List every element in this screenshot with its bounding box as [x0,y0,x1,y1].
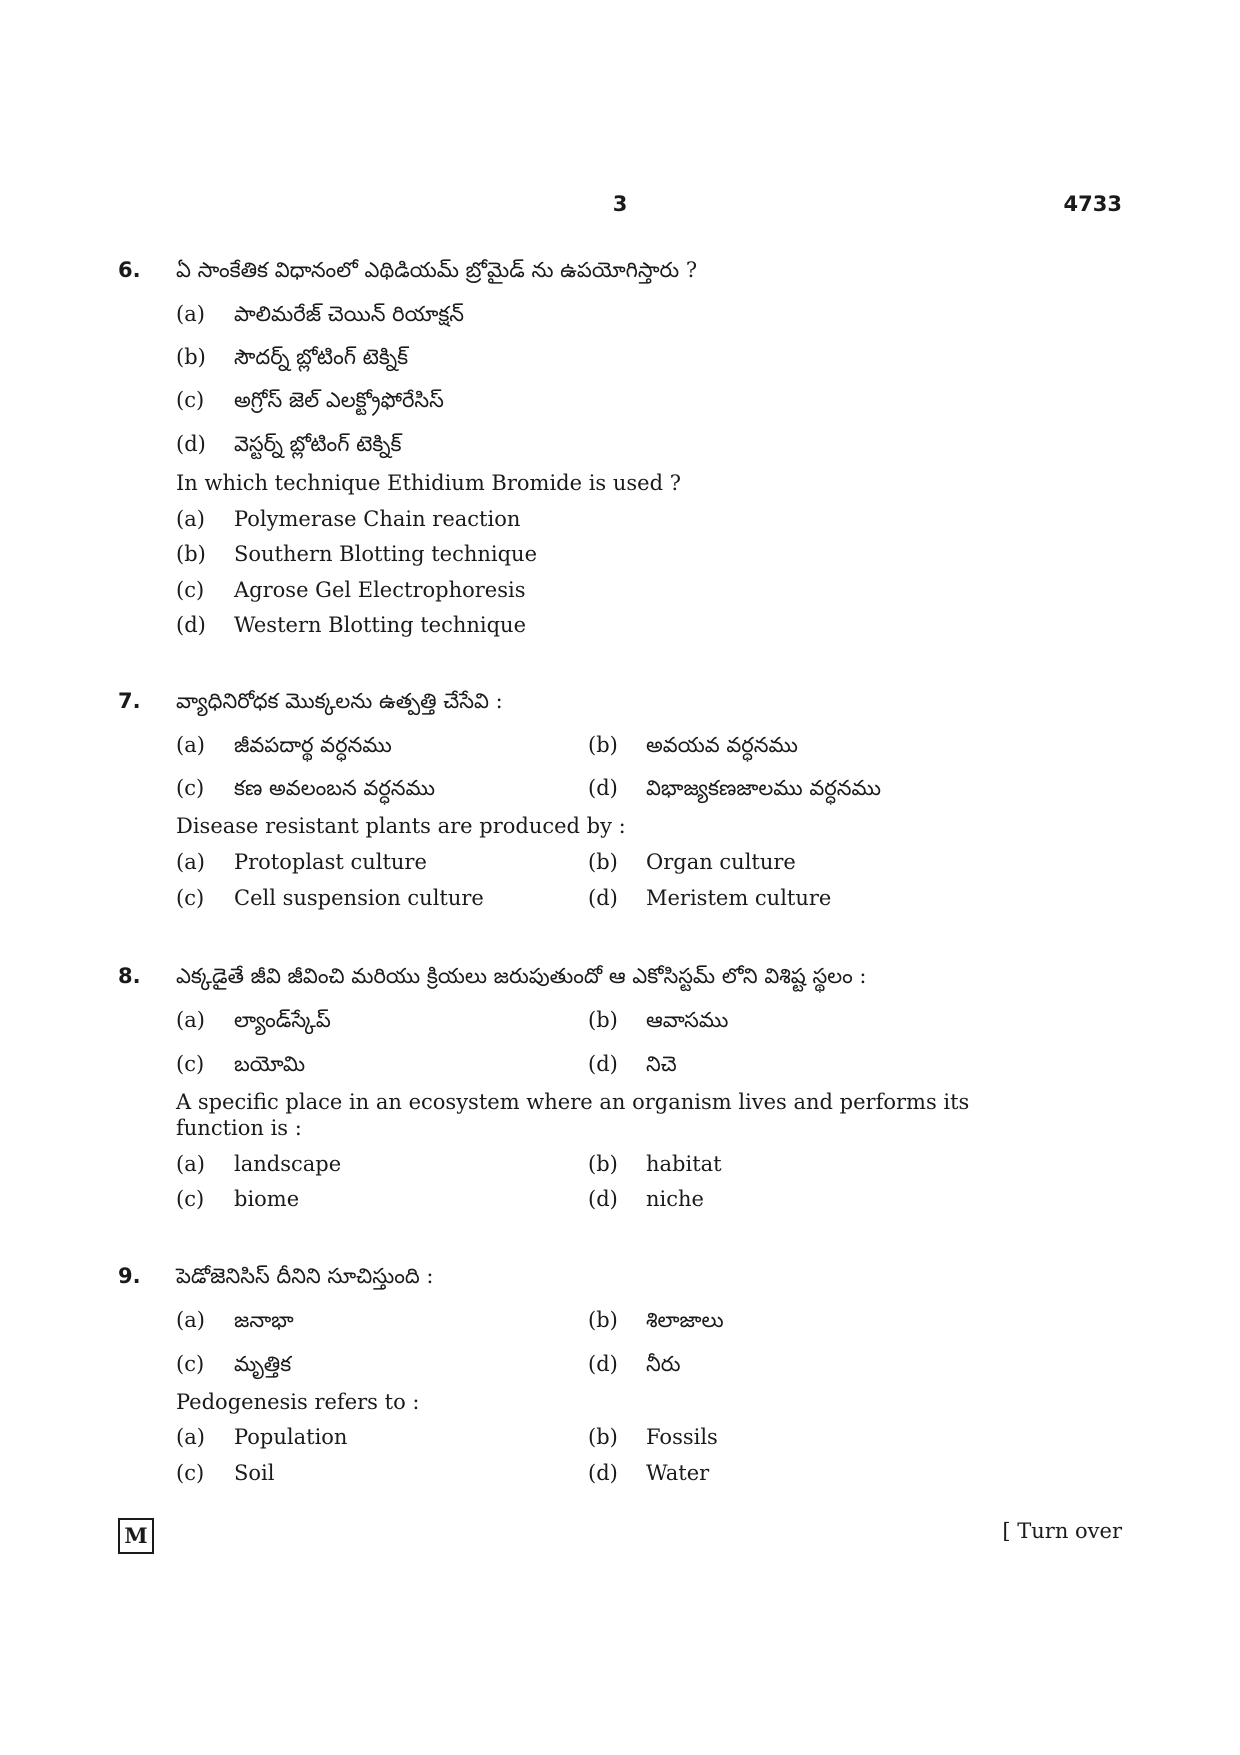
telugu-stem: ఎక్కడైతే జీవి జీవించి మరియు క్రియలు జరుపుతుందో ఆ ఎకోసిస్టమ్ లోని విశిష్ట స్థలం : [176,964,867,988]
telugu-option-a: (a) జీవపదార్థ వర్ధనము [176,733,392,757]
english-option-b: (b) Organ culture [588,850,796,874]
telugu-option-c: (c) బయోమి [176,1052,306,1076]
telugu-option-b: (b) శిలాజాలు [588,1308,724,1332]
telugu-option-d: (d) నిచె [588,1052,677,1076]
english-option-c: (c) Agrose Gel Electrophoresis [176,578,526,602]
english-option-d: (d) Meristem culture [588,886,832,910]
telugu-option-c: (c) మృత్తిక [176,1352,292,1376]
paper-code: 4733 [1063,192,1122,216]
english-stem-line2: function is : [176,1116,302,1140]
english-option-b: (b) Fossils [588,1425,718,1449]
english-option-a: (a) landscape [176,1152,342,1176]
english-stem: Disease resistant plants are produced by : [176,814,626,838]
question-number: 8. [118,964,141,988]
english-stem: In which technique Ethidium Bromide is used ? [176,471,681,495]
telugu-option-a: (a) ల్యాండ్‌స్కేప్ [176,1008,331,1032]
turn-over-note: [ Turn over [1002,1519,1122,1543]
english-option-d: (d) Western Blotting technique [176,613,527,637]
telugu-option-a: (a) పాలిమరేజ్ చెయిన్ రియాక్షన్ [176,302,465,326]
telugu-stem: వ్యాధినిరోధక మొక్కలను ఉత్పత్తి చేసేవి : [176,689,503,713]
english-option-c: (c) Soil [176,1461,275,1485]
question-number: 7. [118,689,141,713]
telugu-option-b: (b) సౌదర్న్ బ్లోటింగ్ టెక్నిక్ [176,345,409,369]
telugu-option-b: (b) ఆవాసము [588,1008,729,1032]
english-option-d: (d) Water [588,1461,710,1485]
english-stem-line1: A specific place in an ecosystem where an organism lives and performs its [176,1090,970,1114]
telugu-option-d: (d) విభాజ్యకణజాలము వర్ధనము [588,776,881,800]
question-number: 6. [118,258,141,282]
telugu-option-d: (d) వెస్టర్న్ బ్లోటింగ్ టెక్నిక్ [176,432,402,456]
telugu-option-c: (c) కణ అవలంబన వర్ధనము [176,776,436,800]
telugu-stem: పెడోజెనిసిస్ దీనిని సూచిస్తుంది : [176,1264,434,1288]
telugu-option-d: (d) నీరు [588,1352,681,1376]
question-number: 9. [118,1264,141,1288]
english-option-c: (c) Cell suspension culture [176,886,484,910]
telugu-stem: ఏ సాంకేతిక విధానంలో ఎథిడియమ్ బ్రోమైడ్ ను ఉపయోగిస్తారు ? [176,258,698,282]
english-option-b: (b) Southern Blotting technique [176,542,538,566]
english-option-a: (a) Protoplast culture [176,850,427,874]
telugu-option-a: (a) జనాభా [176,1308,294,1332]
page-number: 3 [612,192,628,216]
medium-mark-box: M [118,1518,154,1554]
telugu-option-b: (b) అవయవ వర్ధనము [588,733,798,757]
english-option-a: (a) Population [176,1425,348,1449]
english-option-c: (c) biome [176,1187,300,1211]
english-option-d: (d) niche [588,1187,704,1211]
english-option-a: (a) Polymerase Chain reaction [176,507,521,531]
telugu-option-c: (c) అగ్రోస్ జెల్ ఎలక్ట్రోఫోరేసిస్ [176,388,444,412]
english-option-b: (b) habitat [588,1152,722,1176]
english-stem: Pedogenesis refers to : [176,1390,420,1414]
